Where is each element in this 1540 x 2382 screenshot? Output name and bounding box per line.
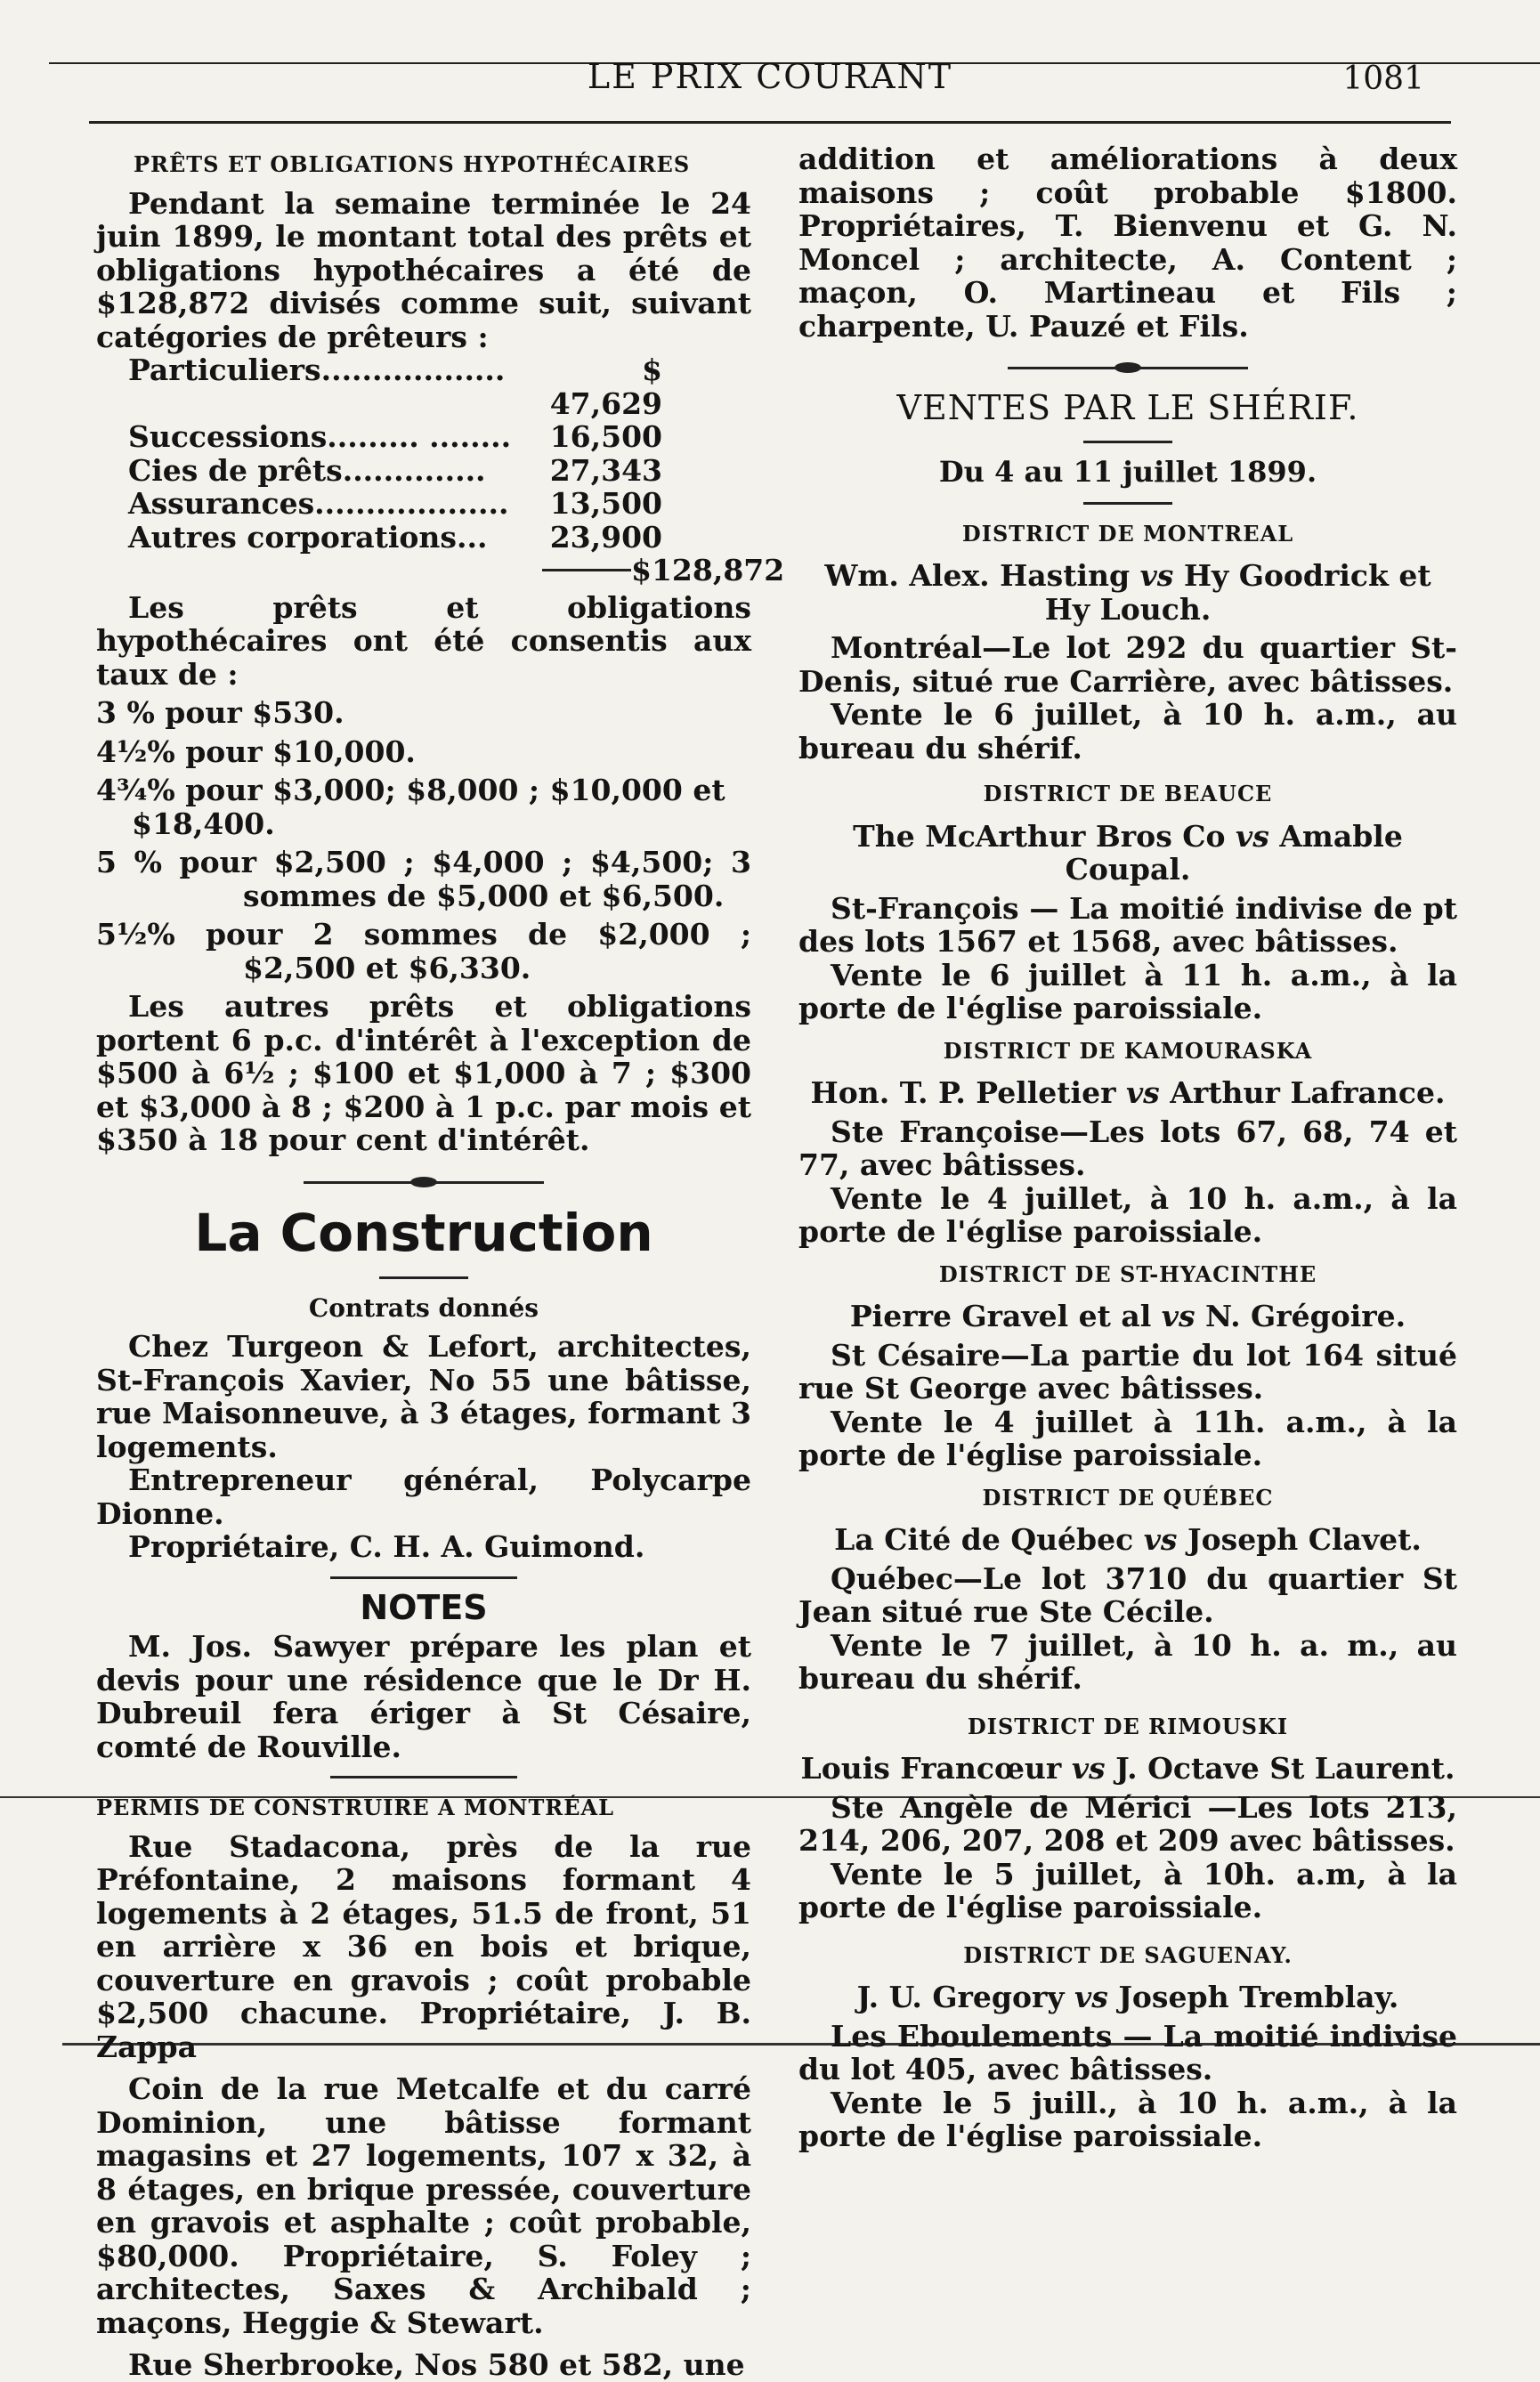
category-label: Assurances................... <box>128 486 509 521</box>
category-value: 23,900 <box>549 519 662 555</box>
versus: vs <box>1125 1075 1160 1110</box>
plaintiff: Pierre Gravel et al <box>849 1299 1152 1333</box>
sale-details: Vente le 5 juillet, à 10h. a.m, à la porte de l'église paroissiale. <box>798 1856 1457 1924</box>
district-heading: DISTRICT DE KAMOURASKA <box>943 1037 1313 1064</box>
category-row <box>96 521 662 555</box>
sheriff-dates: Du 4 au 11 juillet 1899. <box>938 455 1317 489</box>
rates-intro: Les prêts et obligations hypothécaires ont été consentis aux taux de : <box>96 589 751 692</box>
category-row <box>96 420 662 454</box>
defendant: Joseph Clavet. <box>1187 1522 1422 1557</box>
lot-description: Ste Angèle de Mérici —Les lots 213, 214, 206, 207, 208 et 209 avec bâtisses. <box>798 1789 1457 1858</box>
defendant: N. Grégoire. <box>1205 1299 1406 1333</box>
prets-heading: PRÊTS ET OBLIGATIONS HYPOTHÉCAIRES <box>134 151 691 177</box>
district-heading: DISTRICT DE MONTREAL <box>961 520 1294 547</box>
right-column <box>798 142 1457 2153</box>
permit-text: Rue Sherbrooke, Nos 580 et 582, une <box>128 2347 745 2382</box>
permits-heading: PERMIS DE CONSTRUIRE A MONTRÉAL <box>96 1795 615 1820</box>
section-divider <box>1008 362 1248 371</box>
plaintiff: Louis Francœur <box>800 1751 1062 1786</box>
versus: vs <box>1236 818 1269 854</box>
lot-description: Ste Françoise—Les lots 67, 68, 74 et 77, avec bâtisses. <box>798 1114 1457 1182</box>
category-row <box>96 487 662 521</box>
district-heading: DISTRICT DE SAGUENAY. <box>963 1941 1293 1968</box>
rate-line: 4½% pour $10,000. <box>96 733 416 769</box>
defendant: Joseph Tremblay. <box>1118 1980 1399 2014</box>
contract-text: Entrepreneur général, Polycarpe Dionne. <box>96 1462 751 1531</box>
rate-line: 5 % pour $2,500 ; $4,000 ; $4,500; 3 sommes de $5,000 et $6,500. <box>96 845 751 913</box>
construction-title: La Construction <box>194 1202 653 1263</box>
district-heading: DISTRICT DE ST-HYACINTHE <box>938 1260 1317 1287</box>
sale-details: Vente le 5 juill., à 10 h. a.m., à la porte de l'église paroissiale. <box>798 2085 1457 2153</box>
sale-details: Vente le 6 juillet, à 10 h. a.m., au bureau du shérif. <box>798 697 1457 766</box>
plaintiff: La Cité de Québec <box>834 1522 1134 1557</box>
versus: vs <box>1071 1751 1106 1786</box>
notes-heading: NOTES <box>360 1587 488 1627</box>
versus: vs <box>1074 1980 1108 2014</box>
permit-text: Rue Stadacona, près de la rue Préfontaine, 2 maisons formant 4 logements à 2 étages, 51.5 de front, 51 en arrière x 36 en bois et brique, couverture en gravois ; coût probable $2,500 chacune. Propriétaire, J. B. Zappa <box>96 1828 751 2064</box>
defendant: Amable Coupal. <box>1065 818 1403 887</box>
total-value: $128,872 <box>631 553 785 587</box>
sale-details: Vente le 6 juillet à 11 h. a.m., à la porte de l'église paroissiale. <box>798 957 1457 1025</box>
sale-details: Vente le 4 juillet, à 10 h. a.m., à la porte de l'église paroissiale. <box>798 1180 1457 1249</box>
defendant: Hy Goodrick et Hy Louch. <box>1044 558 1431 627</box>
district-heading: DISTRICT DE RIMOUSKI <box>967 1713 1289 1739</box>
defendant: Arthur Lafrance. <box>1170 1075 1446 1110</box>
sale-details: Vente le 4 juillet à 11h. a.m., à la porte de l'église paroissiale. <box>798 1404 1457 1472</box>
category-value: 16,500 <box>549 419 662 454</box>
case-parties <box>798 1752 1457 1786</box>
category-label: Particuliers.................. <box>128 352 506 387</box>
contract-text: Propriétaire, C. H. A. Guimond. <box>128 1529 645 1564</box>
total-rule <box>542 569 631 571</box>
case-parties <box>798 1981 1457 2014</box>
plaintiff: Wm. Alex. Hasting <box>824 558 1131 593</box>
case-parties <box>798 1523 1457 1557</box>
category-label: Successions......... ........ <box>128 419 512 454</box>
category-value: $ 47,629 <box>549 352 662 421</box>
prets-other: Les autres prêts et obligations portent 6 p.c. d'intérêt à l'exception de $500 à 6½ ; $100 et $1,000 à 7 ; $300 et $3,000 à 8 ; $200 à 1 p.c. par mois et $350 à 18 pour cent d'intérêt. <box>96 989 751 1157</box>
short-rule <box>1083 502 1172 505</box>
short-rule <box>330 1576 517 1579</box>
section-divider <box>304 1177 544 1186</box>
category-label: Cies de prêts.............. <box>128 452 486 488</box>
header-rule <box>89 121 1451 124</box>
case-parties <box>798 1076 1457 1110</box>
total-row <box>96 553 785 587</box>
continued-text: addition et améliorations à deux maisons ; coût probable $1800. Propriétaires, T. Bienvenu et G. N. Moncel ; architecte, A. Content ; maçon, O. Martineau et Fils ; charpente, U. Pauzé et Fils. <box>798 142 1457 344</box>
versus: vs <box>1139 558 1174 593</box>
case-parties <box>798 559 1457 626</box>
category-label: Autres corporations... <box>128 519 488 555</box>
page-header-title: LE PRIX COURANT <box>587 57 953 96</box>
short-rule <box>330 1776 517 1778</box>
prets-intro: Pendant la semaine terminée le 24 juin 1899, le montant total des prêts et obligations hypothécaires a été de $128,872 divisés comme suit, suivant catégories de prêteurs : <box>96 185 751 354</box>
category-row <box>96 353 662 420</box>
left-column <box>96 142 785 2382</box>
lot-description: Montréal—Le lot 292 du quartier St-Denis, situé rue Carrière, avec bâtisses. <box>798 630 1457 699</box>
notes-text: M. Jos. Sawyer prépare les plan et devis pour une résidence que le Dr H. Dubreuil fera ériger à St Césaire, comté de Rouville. <box>96 1629 751 1764</box>
category-value: 27,343 <box>549 452 662 488</box>
page-number: 1081 <box>1342 61 1424 97</box>
district-heading: DISTRICT DE QUÉBEC <box>982 1484 1274 1511</box>
case-parties <box>798 820 1457 887</box>
lot-description: St Césaire—La partie du lot 164 situé rue St George avec bâtisses. <box>798 1337 1457 1406</box>
versus: vs <box>1143 1522 1178 1557</box>
lot-description: Les Eboulements — La moitié indivise du lot 405, avec bâtisses. <box>798 2018 1457 2086</box>
contract-text: Chez Turgeon & Lefort, architectes, St-François Xavier, No 55 une bâtisse, rue Maisonneuve, à 3 étages, formant 3 logements. <box>96 1329 751 1464</box>
short-rule <box>1083 441 1172 443</box>
rate-line: 5½% pour 2 sommes de $2,000 ; $2,500 et $6,330. <box>96 917 751 985</box>
lot-description: St-François — La moitié indivise de pt des lots 1567 et 1568, avec bâtisses. <box>798 890 1457 959</box>
case-parties <box>798 1300 1457 1333</box>
short-rule <box>379 1276 468 1279</box>
plaintiff: Hon. T. P. Pelletier <box>810 1075 1116 1110</box>
category-row <box>96 454 662 488</box>
plaintiff: J. U. Gregory <box>856 1980 1065 2014</box>
lot-description: Québec—Le lot 3710 du quartier St Jean situé rue Ste Cécile. <box>798 1560 1457 1629</box>
rate-line: 3 % pour $530. <box>96 695 344 730</box>
category-value: 13,500 <box>549 486 662 521</box>
sheriff-title: VENTES PAR LE SHÉRIF. <box>896 388 1359 427</box>
plaintiff: The McArthur Bros Co <box>853 818 1226 854</box>
rate-line: 4¾% pour $3,000; $8,000 ; $10,000 et $18,400. <box>96 773 725 841</box>
sale-details: Vente le 7 juillet, à 10 h. a. m., au bureau du shérif. <box>798 1627 1457 1696</box>
district-heading: DISTRICT DE BEAUCE <box>983 781 1273 806</box>
versus: vs <box>1161 1299 1196 1333</box>
defendant: J. Octave St Laurent. <box>1115 1751 1455 1786</box>
contracts-heading: Contrats donnés <box>308 1292 539 1323</box>
permit-text: Coin de la rue Metcalfe et du carré Dominion, une bâtisse formant magasins et 27 logements, 107 x 32, à 8 étages, en brique pressée, couverture en gravois et asphalte ; coût probable, $80,000. Propriétaire, S. Foley ; architectes, Saxes & Archibald ; maçons, Heggie & Stewart. <box>96 2071 751 2340</box>
